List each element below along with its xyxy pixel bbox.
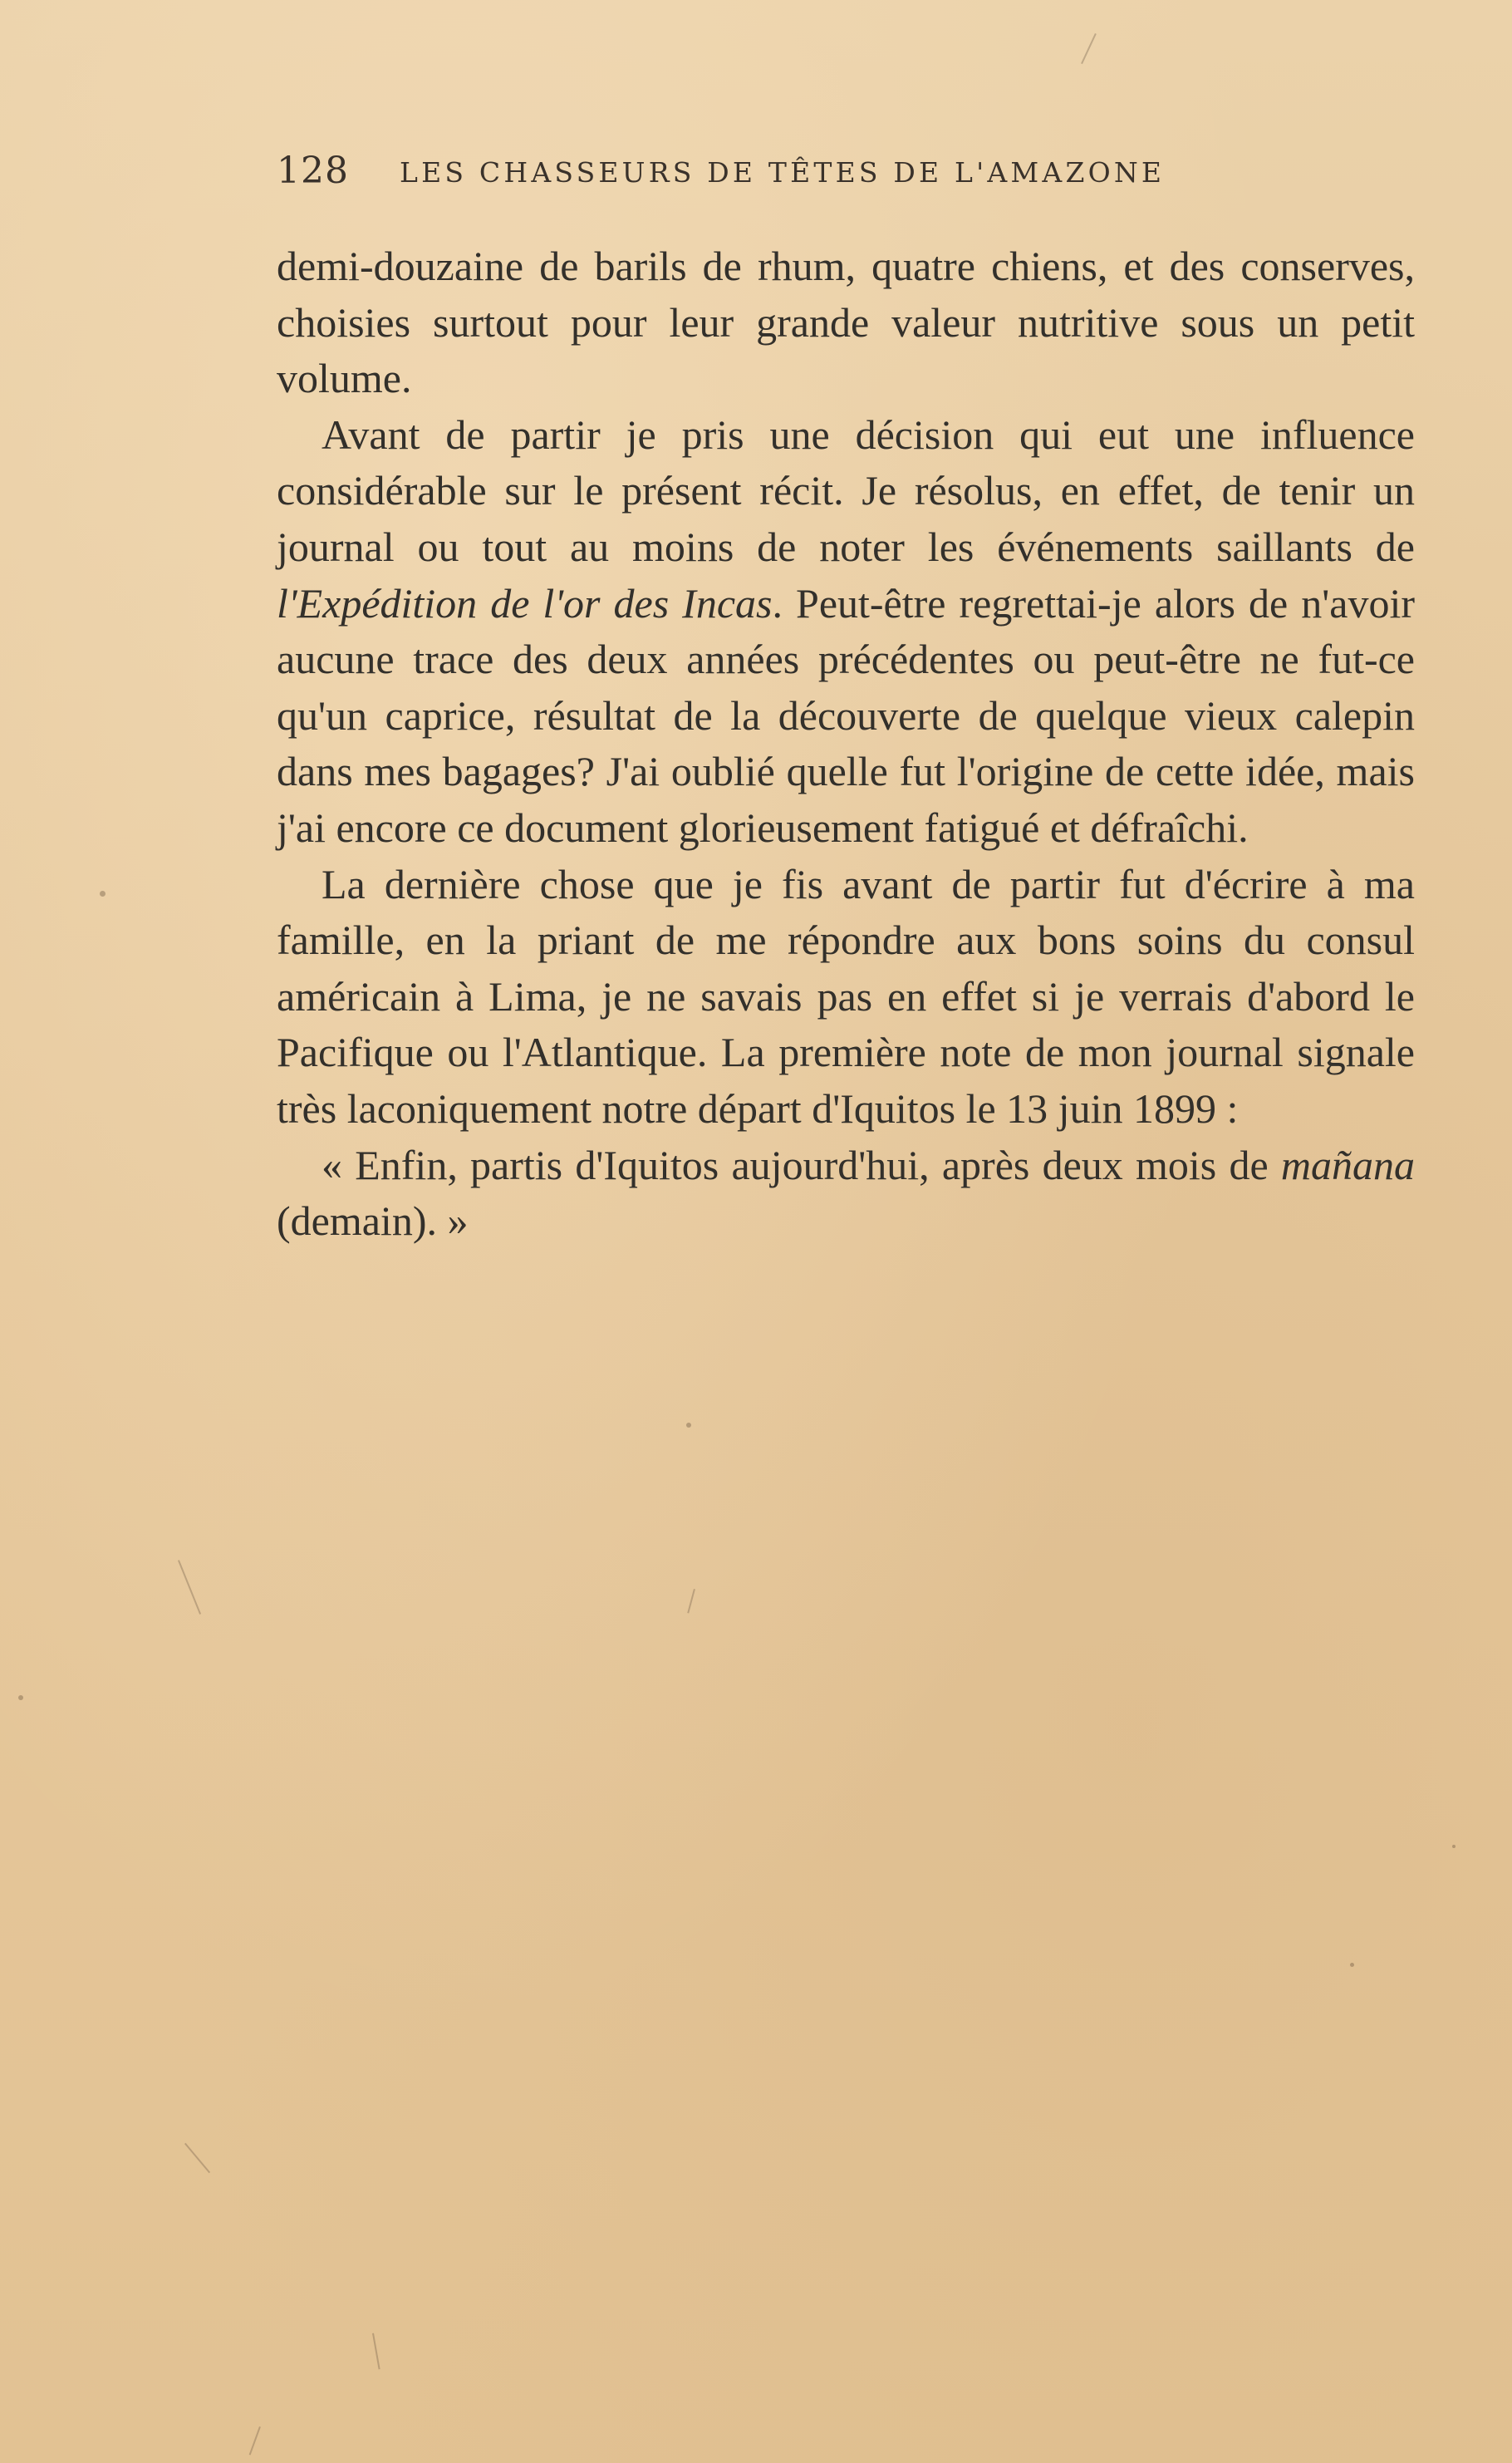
expedition-title-italic: l'Expédition de l'or des Incas — [277, 579, 773, 627]
running-title: LES CHASSEURS DE TÊTES DE L'AMAZONE — [400, 156, 1166, 189]
body-text — [277, 238, 1415, 1250]
paper-speck — [686, 1423, 691, 1428]
page-header — [277, 150, 1415, 199]
paragraph-2-text-end: . Peut-être regrettai-je alors de n'avoir aucune trace des deux années précédentes ou peut-être ne fut-ce qu'un caprice, résultat de la découverte de quelque vieux calepin dans mes bagages? J'ai oublié quelle fut l'origine de cette idée, mais j'ai encore ce document glorieusement fatigué et défraîchi. — [277, 579, 1415, 851]
paragraph-4-journal-quote — [277, 1138, 1415, 1250]
paragraph-2-text-start: Avant de partir je pris une décision qui eut une influence considérable sur le présent récit. Je résolus, en effet, de tenir un journal ou tout au moins de noter les événements saillants de — [277, 410, 1415, 570]
page-number: 128 — [277, 150, 349, 192]
quote-text-end: (demain). » — [277, 1197, 469, 1245]
manana-italic: mañana — [1280, 1141, 1415, 1188]
paragraph-1: demi-douzaine de barils de rhum, quatre chiens, et des conserves, choisies surtout pour leur grande valeur nutritive sous un petit volume. — [277, 243, 1415, 402]
paper-speck — [1350, 1963, 1354, 1967]
paper-speck — [18, 1695, 23, 1700]
paper-scratch — [687, 1589, 695, 1613]
paper-speck — [1452, 1845, 1456, 1848]
paragraph-2 — [277, 407, 1415, 857]
paper-scratch — [372, 2333, 380, 2370]
quote-text-start: « Enfin, partis d'Iquitos aujourd'hui, après deux mois de — [322, 1141, 1281, 1188]
paper-scratch — [249, 2426, 261, 2456]
paper-speck — [100, 891, 106, 897]
paper-scratch — [178, 1560, 201, 1615]
paragraph-3: La dernière chose que je fis avant de partir fut d'écrire à ma famille, en la priant de me répondre aux bons soins du consul américain à Lima, je ne savais pas en effet si je verrais d'abord le Pacifique ou l'Atlantique. La première note de mon journal signale très laconiquement notre départ d'Iquitos le 13 juin 1899 : — [277, 860, 1415, 1132]
paper-scratch — [184, 2143, 210, 2174]
paper-scratch — [1081, 33, 1097, 64]
